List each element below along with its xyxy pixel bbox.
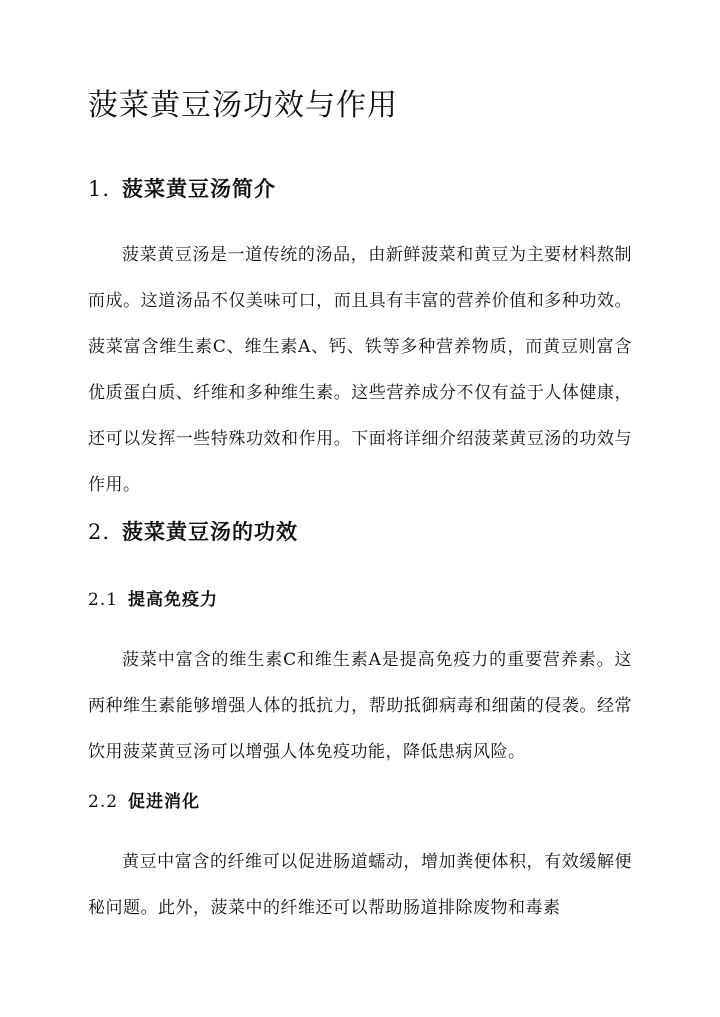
subsection-heading-digestion (88, 789, 200, 815)
section-title: 菠菜黄豆汤的功效 (122, 519, 299, 544)
section-title: 菠菜黄豆汤简介 (122, 176, 277, 201)
immunity-paragraph: 菠菜中富含的维生素C和维生素A是提高免疫力的重要营养素。这两种维生素能够增强人体的抵抗力，帮助抵御病毒和细菌的侵袭。经常饮用菠菜黄豆汤可以增强人体免疫功能，降低患病风险。 (88, 650, 632, 762)
subsection-heading-immunity (88, 587, 218, 613)
section-heading-intro (88, 174, 276, 204)
subsection-title: 提高免疫力 (128, 590, 219, 610)
section-number: 1. (88, 177, 111, 201)
subsection-number: 2.1 (88, 590, 119, 610)
document-title: 菠菜黄豆汤功效与作用 (88, 88, 398, 123)
section-number: 2. (88, 520, 111, 544)
digestion-paragraph: 黄豆中富含的纤维可以促进肠道蠕动，增加粪便体积，有效缓解便秘问题。此外，菠菜中的纤维还可以帮助肠道排除废物和毒素 (88, 852, 632, 918)
subsection-number: 2.2 (88, 792, 119, 812)
section-heading-benefits (88, 517, 298, 547)
subsection-title: 促进消化 (128, 792, 201, 812)
intro-paragraph: 菠菜黄豆汤是一道传统的汤品，由新鲜菠菜和黄豆为主要材料熬制而成。这道汤品不仅美味可口，而且具有丰富的营养价值和多种功效。菠菜富含维生素C、维生素A、钙、铁等多种营养物质，而黄豆则富含优质蛋白质、纤维和多种维生素。这些营养成分不仅有益于人体健康，还可以发挥一些特殊功效和作用。下面将详细介绍菠菜黄豆汤的功效与作用。 (88, 245, 632, 495)
